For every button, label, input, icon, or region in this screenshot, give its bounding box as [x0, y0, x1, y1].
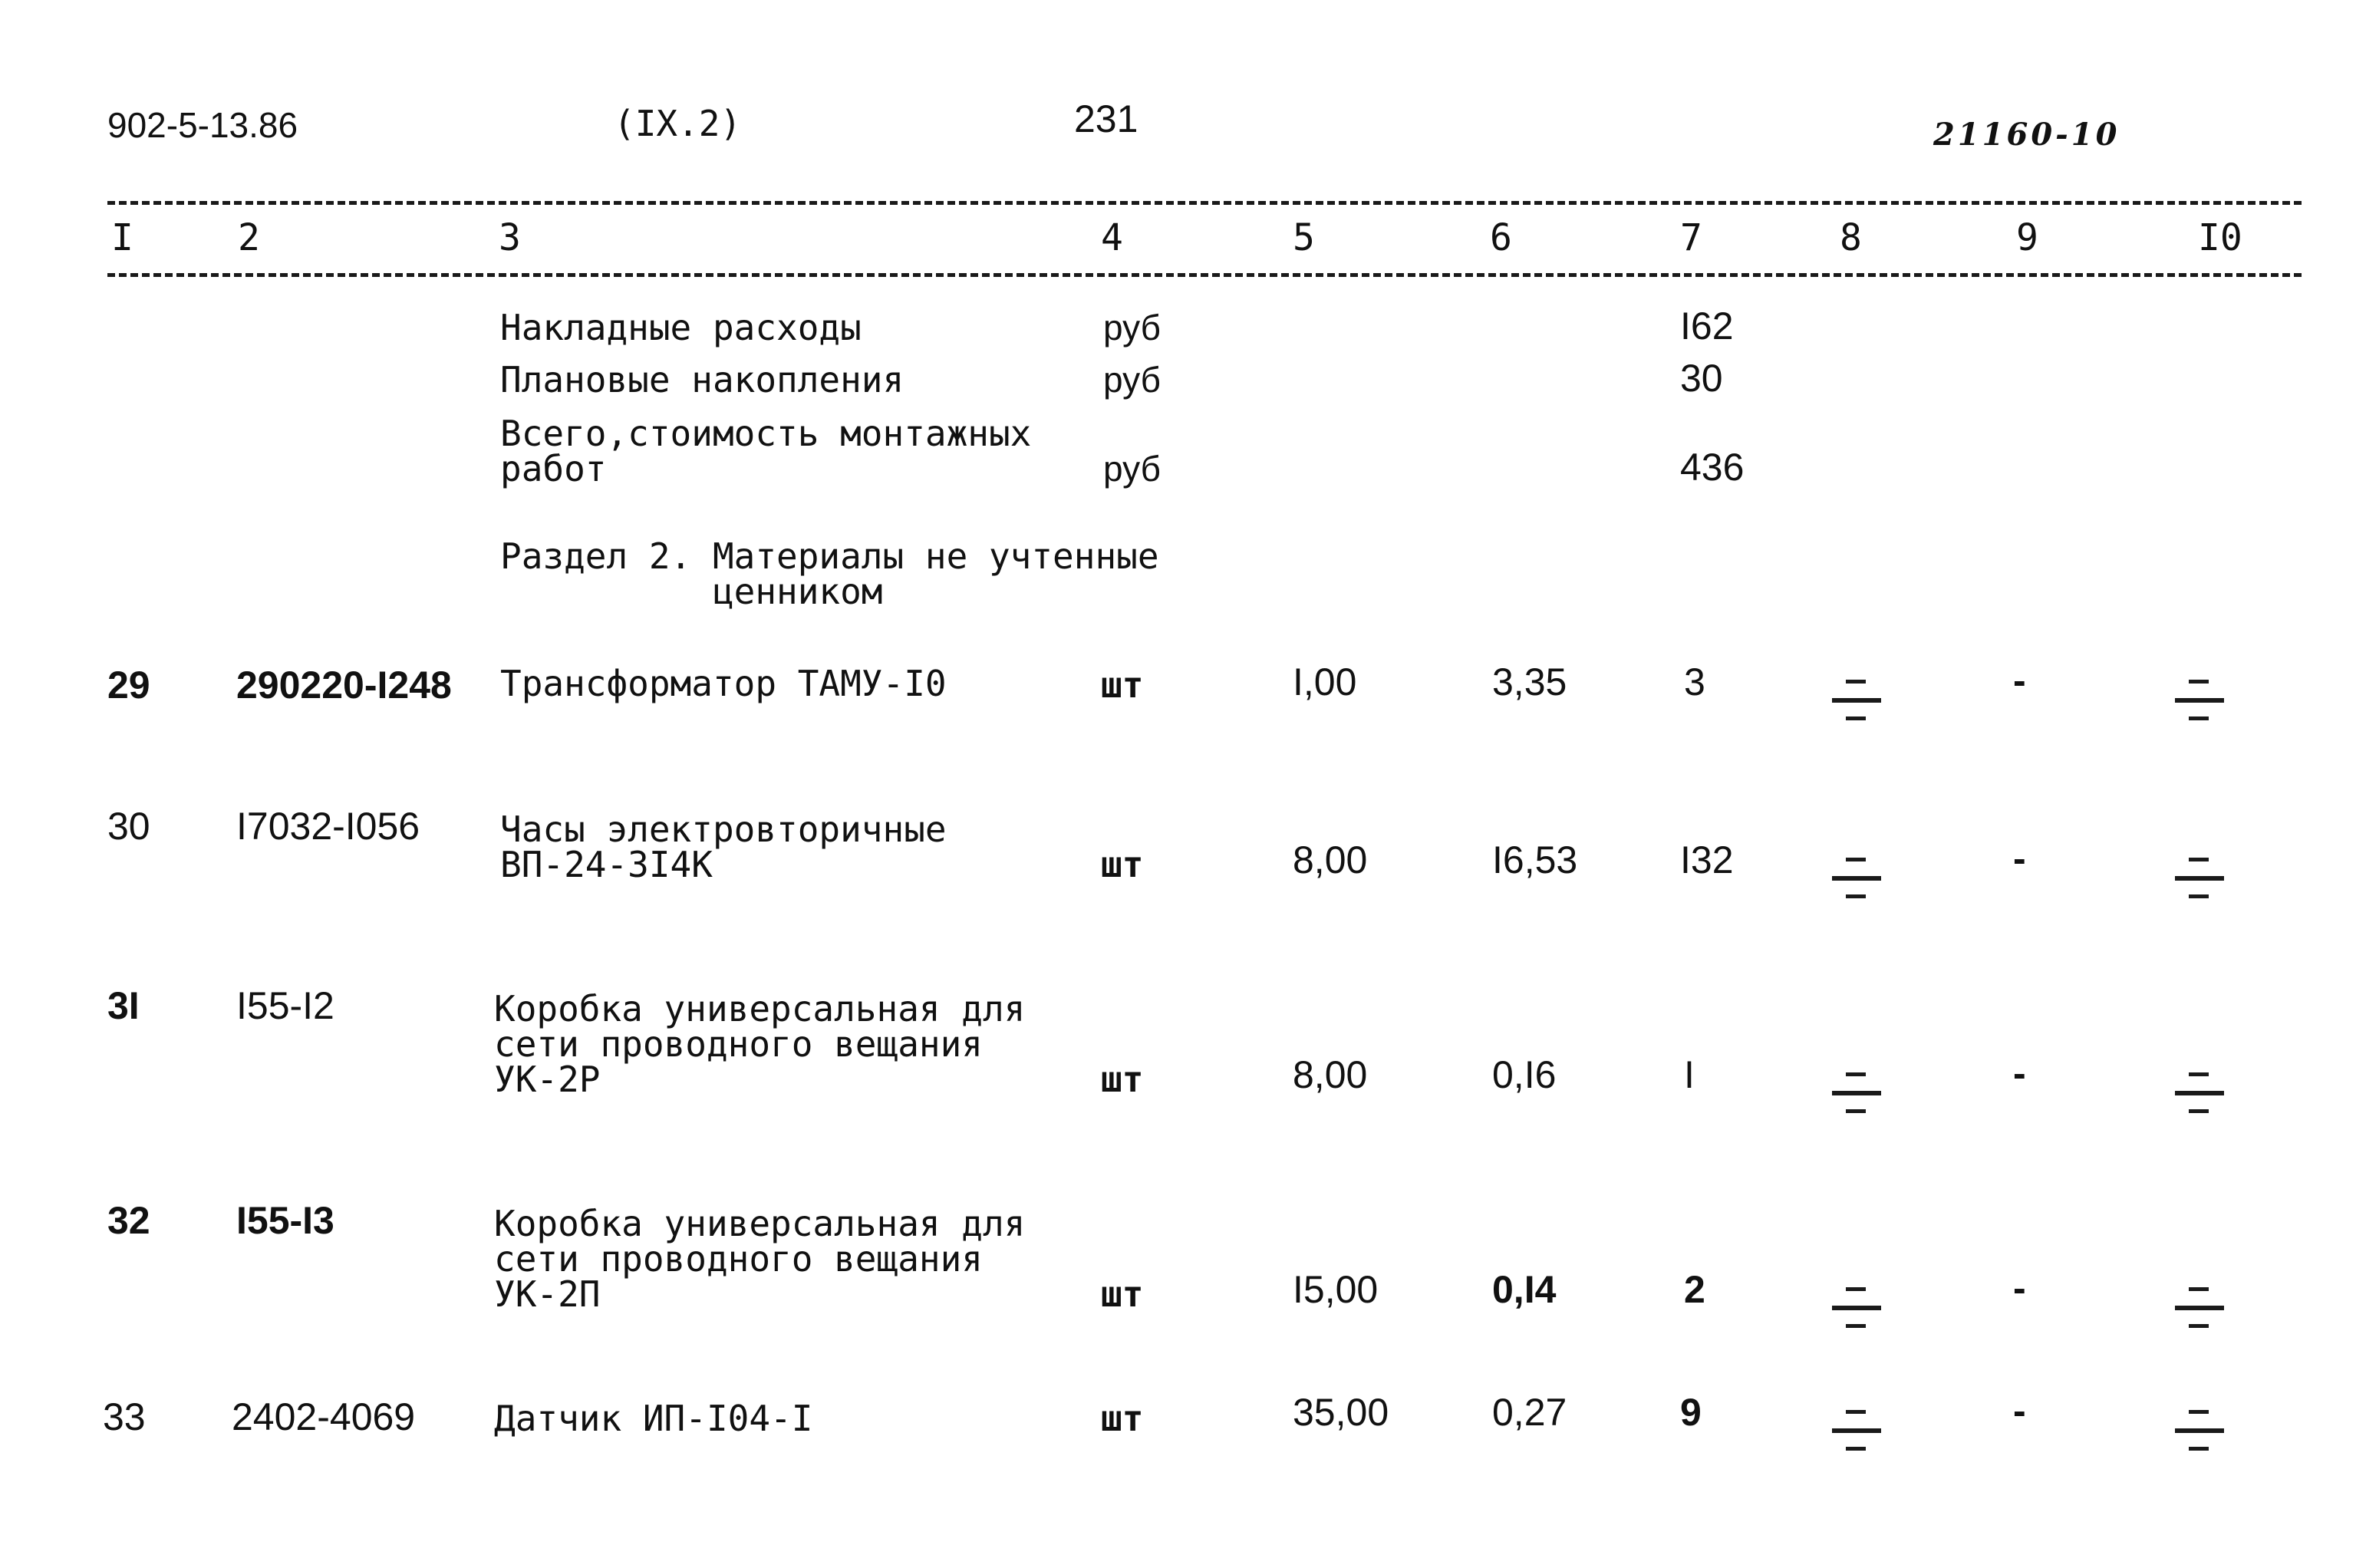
section-title: Раздел 2. Материалы не учтенные ценником	[500, 535, 1159, 612]
row-code: I55-I2	[236, 984, 334, 1027]
row-number: 30	[107, 805, 150, 848]
row-col9: -	[2013, 837, 2026, 880]
page-number: 231	[1074, 97, 1138, 140]
row-total: I32	[1680, 838, 1734, 881]
row-total: 2	[1684, 1268, 1705, 1311]
row-name: Датчик ИП-I04-I	[494, 1398, 813, 1439]
column-header-5: 5	[1293, 216, 1315, 259]
summary-grand-unit: руб	[1103, 449, 1161, 489]
row-name: Коробка универсальная для сети проводного вещания УК-2П	[494, 1203, 1026, 1315]
row-price: 0,I4	[1492, 1268, 1557, 1311]
section-code: (IX.2)	[614, 103, 742, 144]
column-header-9: 9	[2016, 216, 2038, 259]
ditto-mark-col10	[2175, 680, 2224, 723]
ditto-mark-col8	[1832, 680, 1881, 723]
row-unit: шт	[1101, 1398, 1144, 1439]
row-price: 0,I6	[1492, 1053, 1557, 1096]
row-quantity: I5,00	[1293, 1268, 1379, 1311]
row-unit: шт	[1101, 844, 1144, 885]
ditto-mark-col10	[2175, 1072, 2224, 1115]
summary-grand-total: 436	[1680, 446, 1745, 489]
ditto-mark-col10	[2175, 858, 2224, 901]
row-col9: -	[2013, 1267, 2026, 1309]
column-header-8: 8	[1840, 216, 1862, 259]
ditto-mark-col8	[1832, 858, 1881, 901]
row-total: 9	[1680, 1391, 1702, 1434]
summary-overhead-label: Накладные расходы	[500, 307, 862, 348]
row-code: 290220-I248	[236, 664, 452, 707]
row-number: 32	[107, 1199, 150, 1242]
row-code: I7032-I056	[236, 805, 420, 848]
row-price: 3,35	[1492, 660, 1567, 703]
column-header-4: 4	[1101, 216, 1123, 259]
row-code: 2402-4069	[232, 1395, 416, 1438]
row-total: 3	[1684, 660, 1705, 703]
document-code: 902-5-13.86	[107, 105, 298, 145]
row-quantity: I,00	[1293, 660, 1357, 703]
column-header-2: 2	[238, 216, 260, 259]
row-total: I	[1684, 1053, 1695, 1096]
row-col9: -	[2013, 1389, 2026, 1432]
summary-overhead-unit: руб	[1103, 308, 1161, 348]
handwritten-code: 21160-10	[1933, 117, 2120, 153]
row-number: 3I	[107, 984, 140, 1027]
summary-grand-label: Всего,стоимость монтажных работ	[500, 413, 1032, 489]
row-unit: шт	[1101, 1273, 1144, 1315]
ditto-mark-col8	[1832, 1072, 1881, 1115]
row-code: I55-I3	[236, 1199, 334, 1242]
row-col9: -	[2013, 1052, 2026, 1095]
ditto-mark-col8	[1832, 1410, 1881, 1453]
row-price: I6,53	[1492, 838, 1578, 881]
header-top-rule	[107, 201, 2302, 205]
row-number: 33	[103, 1395, 146, 1438]
column-header-1: I	[111, 216, 133, 259]
column-header-10: I0	[2198, 216, 2242, 259]
row-quantity: 8,00	[1293, 838, 1368, 881]
row-col9: -	[2013, 659, 2026, 702]
row-number: 29	[107, 664, 150, 707]
ditto-mark-col8	[1832, 1287, 1881, 1330]
ditto-mark-col10	[2175, 1410, 2224, 1453]
summary-planned-label: Плановые накопления	[500, 359, 905, 400]
summary-overhead-total: I62	[1680, 305, 1734, 348]
row-name: Часы электровторичные ВП-24-3I4К	[500, 809, 947, 885]
row-name: Трансформатор ТАМУ-I0	[500, 663, 947, 704]
row-quantity: 8,00	[1293, 1053, 1368, 1096]
column-header-6: 6	[1490, 216, 1512, 259]
summary-planned-total: 30	[1680, 357, 1723, 400]
ditto-mark-col10	[2175, 1287, 2224, 1330]
summary-planned-unit: руб	[1103, 360, 1161, 400]
row-unit: шт	[1101, 1059, 1144, 1100]
column-header-7: 7	[1680, 216, 1702, 259]
row-unit: шт	[1101, 664, 1144, 706]
row-quantity: 35,00	[1293, 1391, 1389, 1434]
row-price: 0,27	[1492, 1391, 1567, 1434]
row-name: Коробка универсальная для сети проводного вещания УК-2Р	[494, 988, 1026, 1100]
column-header-3: 3	[499, 216, 521, 259]
header-bottom-rule	[107, 273, 2302, 277]
